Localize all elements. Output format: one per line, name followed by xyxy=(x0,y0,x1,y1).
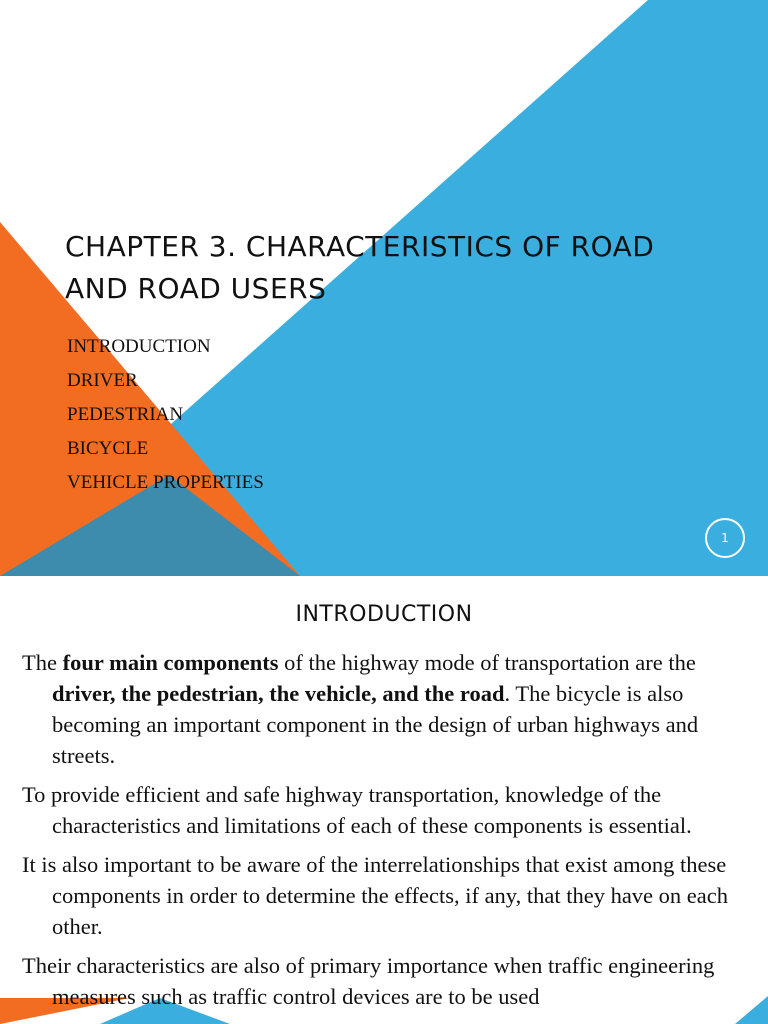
topic-item: INTRODUCTION xyxy=(67,336,211,357)
content-slide xyxy=(0,576,768,1024)
paragraph: Their characteristics are also of primary importance when traffic engineering measures such as traffic control devices are to be used xyxy=(22,953,715,1009)
text-run: . The bicycle is also becoming an important component in the design of urban highways and streets. xyxy=(52,681,699,768)
text-run: The xyxy=(22,650,63,675)
page-number-badge: 1 xyxy=(705,518,745,558)
paragraph xyxy=(22,647,742,771)
bold-text: driver, the pedestrian, the vehicle, and the road xyxy=(52,681,505,706)
slide-title: CHAPTER 3. CHARACTERISTICS OF ROAD AND ROAD USERS xyxy=(65,230,655,305)
text-run: of the highway mode of transportation are the xyxy=(278,650,696,675)
topic-item: DRIVER xyxy=(67,370,138,391)
paragraph: To provide efficient and safe highway transportation, knowledge of the characteristics and limitations of each of these components is essential. xyxy=(22,782,692,838)
paragraph: It is also important to be aware of the interrelationships that exist among these components in order to determine the effects, if any, that they have on each other. xyxy=(22,852,728,939)
body-text xyxy=(22,647,742,1020)
slide-heading: INTRODUCTION xyxy=(295,602,473,627)
topic-item: PEDESTRIAN xyxy=(67,404,184,425)
topic-list xyxy=(67,330,264,500)
topic-item: BICYCLE xyxy=(67,438,149,459)
topic-item: VEHICLE PROPERTIES xyxy=(67,472,264,493)
bold-text: four main components xyxy=(62,650,279,675)
